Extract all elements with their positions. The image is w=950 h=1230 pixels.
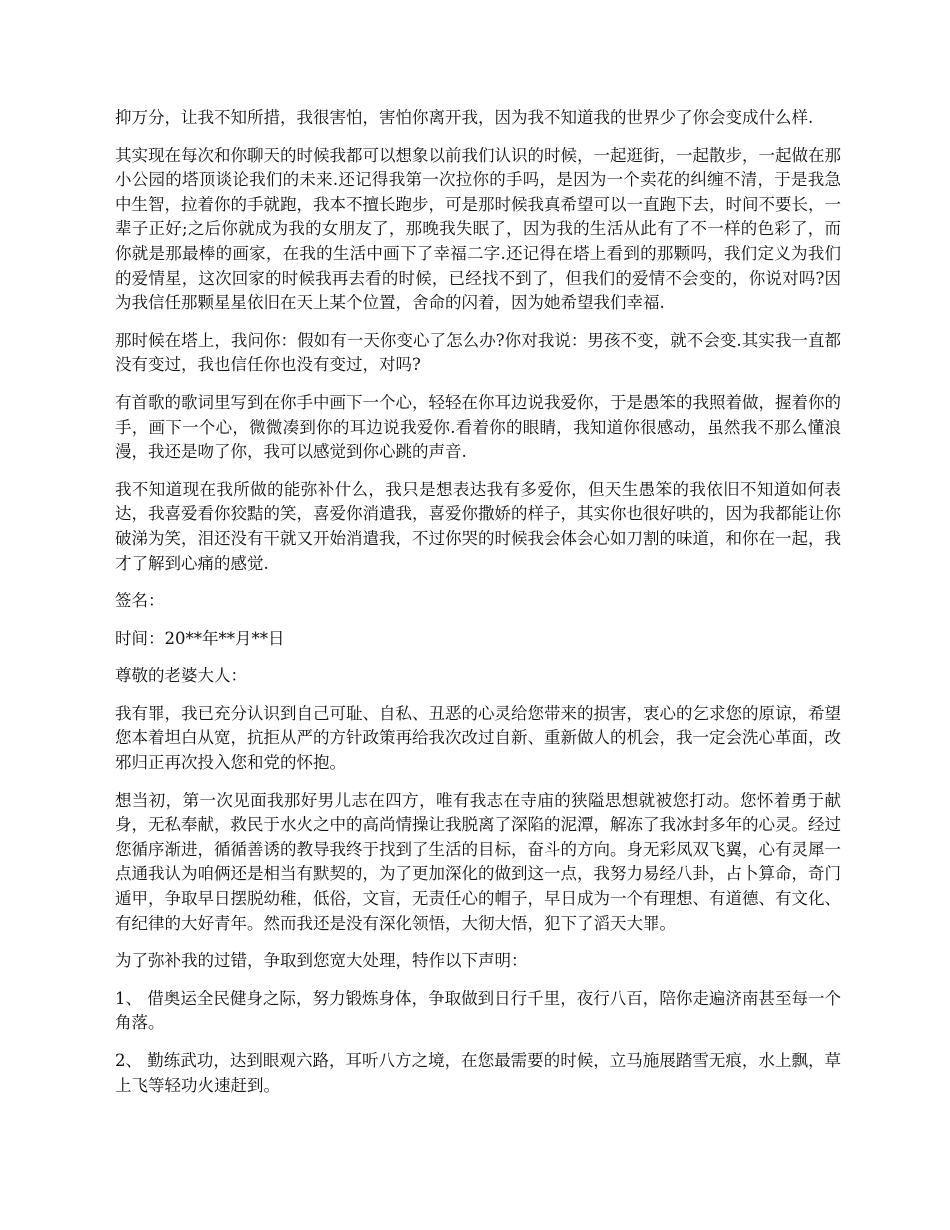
paragraph-confession: 我有罪，我已充分认识到自己可耻、自私、丑恶的心灵给您带来的损害，衷心的乞求您的原谅，希望您本着坦白从宽，抗拒从严的方针政策再给我次改过自新、重新做人的机会，我一定会洗心革面，改邪归正再次投入您和党的怀抱。 (115, 703, 841, 773)
list-item-2: 2、 勤练武功，达到眼观六路，耳听八方之境，在您最需要的时候，立马施展踏雪无痕，水上飘，草上飞等轻功火速赶到。 (115, 1051, 841, 1095)
document-body (115, 106, 841, 1111)
date-line: 时间：20**年**月**日 (115, 628, 285, 648)
paragraph-love-letter-ending-fear: 抑万分，让我不知所措，我很害怕，害怕你离开我，因为我不知道我的世界少了你会变成什么样. (115, 108, 814, 127)
paragraph-song-lyrics: 有首歌的歌词里写到在你手中画下一个心，轻轻在你耳边说我爱你，于是愚笨的我照着做，握着你的手，画下一个心，微微凑到你的耳边说我爱你.看着你的眼睛，我知道你很感动，虽然我不那么懂浪漫，我还是吻了你，我可以感觉到你心跳的声音. (115, 392, 841, 462)
paragraph-memories: 其实现在每次和你聊天的时候我都可以想象以前我们认识的时候，一起逛街，一起散步，一起做在那小公园的塔顶谈论我们的未来.还记得我第一次拉你的手吗，是因为一个卖花的纠缠不清，于是我急中生智，拉着你的手就跑，我本不擅长跑步，可是那时候我真希望可以一直跑下去，时间不要长，一辈子正好;之后你就成为我的女朋友了，那晚我失眠了，因为我的生活从此有了不一样的色彩了，而你就是那最棒的画家，在我的生活中画下了幸福二字.还记得在塔上看到的那颗吗，我们定义为我们的爱情星，这次回家的时候我再去看的时候，已经找不到了，但我们的爱情不会变的，你说对吗?因为我信任那颗星星依旧在天上某个位置，舍命的闪着，因为她希望我们幸福. (115, 145, 841, 313)
salutation: 尊敬的老婆大人： (115, 666, 247, 686)
paragraph-tower-question: 那时候在塔上，我问你：假如有一天你变心了怎么办?你对我说：男孩不变，就不会变.其实我一直都没有变过，我也信任你也没有变过，对吗? (115, 330, 841, 375)
paragraph-apology: 我不知道现在我所做的能弥补什么，我只是想表达我有多爱你，但天生愚笨的我依旧不知道如何表达，我喜爱看你狡黠的笑，喜爱你消遣我，喜爱你撒娇的样子，其实你也很好哄的，因为我都能让你破涕为笑，泪还没有干就又开始消遣我，不过你哭的时候我会体会心如刀割的味道，和你在一起，我才了解到心痛的感觉. (115, 479, 841, 573)
paragraph-first-meeting: 想当初，第一次见面我那好男儿志在四方，唯有我志在寺庙的狭隘思想就被您打动。您怀着勇于献身，无私奉献，救民于水火之中的高尚情操让我脱离了深陷的泥潭，解冻了我冰封多年的心灵。经过您循序渐进，循循善诱的教导我终于找到了生活的目标，奋斗的方向。身无彩凤双飞翼，心有灵犀一点通我认为咱俩还是相当有默契的，为了更加深化的做到这一点，我努力易经八卦，占卜算命，奇门遁甲，争取早日摆脱幼稚，低俗，文盲，无责任心的帽子，早日成为一个有理想、有道德、有文化、有纪律的大好青年。然而我还是没有深化领悟，大彻大悟，犯下了滔天大罪。 (115, 790, 841, 933)
signature-label: 签名： (115, 591, 165, 611)
list-item-1: 1、 借奥运全民健身之际，努力锻炼身体，争取做到日行千里，夜行八百，陪你走遍济南甚至每一个角落。 (115, 988, 841, 1033)
paragraph-declaration-intro: 为了弥补我的过错，争取到您宽大处理，特作以下声明： (115, 951, 528, 971)
